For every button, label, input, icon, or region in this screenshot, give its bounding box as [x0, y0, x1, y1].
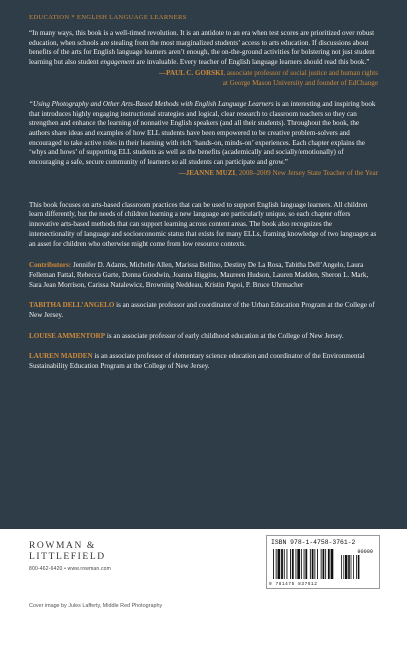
contributors-names: Jennifer D. Adams, Michelle Allen, Marissa Bellino, Destiny De La Rosa, Tabitha Dell’Angelo, Laura Felleman Fattal, Rebecca Garte, Donna Goodwin, Joanna Higgins, Maureen Hudson, Lauren Madden, Sheron L. Mark, Sara Jean Morrison, Carissa Natalewicz, Browning Neddeau, Kristin Papoi, P. Bruce Uhrmacher: [29, 261, 369, 289]
quote-1-part2: are invaluable. Every teacher of English language learners should read this book.”: [134, 57, 370, 66]
quote-2-body: is an interesting and inspiring book that introduces highly engaging instructional strategies and logical, clear research to classroom teachers so they can strengthen and enhance the learning of nonnative English speakers (and all their students). Throughout the book, the authors share ideas and examples of how ELL students have been empowered to be creative problem-solvers and encouraged to take active roles in their learning with rich ‘hands-on, minds-on’ experiences. Each chapter explains the ‘whys and hows’ of supporting ELL students as well as the benefits (academically and socially/emotionally) of encouraging a safe, secure community of learners so all students can participate and grow.”: [29, 100, 376, 166]
quote-2-book-title: “Using Photography and Other Arts-Based Methods with English Language Learners: [29, 100, 274, 109]
publisher-logo: [29, 541, 169, 572]
author-bio-2: [29, 332, 378, 342]
quote-1-author: —PAUL C. GORSKI: [159, 69, 224, 78]
praise-quote-1-text: [29, 29, 378, 67]
author-bio-2-text: is an associate professor of early childhood education at the College of New Jersey.: [105, 331, 344, 340]
category-label: EDUCATION * ENGLISH LANGUAGE LEARNERS: [29, 14, 187, 21]
publisher-name-line-1: ROWMAN &: [29, 541, 96, 551]
quote-1-role-1: , associate professor of social justice and human rights: [223, 69, 378, 78]
quote-2-role: , 2008–2009 New Jersey State Teacher of the Year: [235, 169, 378, 178]
quote-1-attribution: [29, 69, 378, 88]
cover-image-credit: Cover image by Jules Lafferty, Middle Red Photography: [29, 603, 163, 609]
contributors-label: Contributors:: [29, 261, 72, 270]
publisher-contact: 800-462-6420 • www.rowman.com: [29, 566, 112, 572]
praise-quote-1: [29, 29, 378, 88]
quote-2-author: —JEANNE MUZI: [178, 169, 236, 178]
quote-2-attribution: [29, 169, 378, 178]
praise-quote-2-text: [29, 100, 378, 167]
author-bio-2-name: LOUISE AMMENTORP: [29, 331, 106, 340]
book-description: This book focuses on arts-based classroom practices that can be used to support English language learners. All children learn differently, but the needs of children learning a new language are particularly unique, so each chapter offers innovative arts-based methods that can support learning across content areas. The book also recognizes the intersectionality of language and socioeconomic status that exists for many ELLs, framing knowledge of two languages as an asset for children who otherwise might come from low resource contexts.: [29, 200, 377, 248]
quote-1-emphasis: engagement: [100, 57, 135, 66]
quote-1-part1: “In many ways, this book is a well-timed revolution. It is an antidote to an era when test scores are prioritized over robust education, when schools are stealing from the most marginalized students’ access to arts education. If discussions about benefits of the arts for English language learners aren’t enough, the on-the-ground activities for bolstering not just student learning but also student: [29, 29, 375, 66]
author-bio-3: [29, 352, 378, 371]
contributors: [29, 261, 378, 290]
publisher-name-line-2: LITTLEFIELD: [29, 552, 106, 562]
barcode-digits: 9 781475 837612: [269, 582, 318, 587]
author-bio-1: [29, 301, 378, 320]
author-bio-3-text: is an associate professor of elementary science education and coordinator of the Environmental Sustainability Education Program at the College of New Jersey.: [29, 352, 365, 371]
author-bio-1-text: is an associate professor and coordinator of the Urban Education Program at the College of New Jersey.: [29, 301, 375, 320]
isbn-barcode: [266, 535, 380, 589]
isbn-number: ISBN 978-1-4758-3761-2: [271, 539, 356, 546]
praise-quote-2: [29, 100, 378, 179]
price-code: 90000: [357, 549, 373, 555]
author-bio-1-name: TABITHA DELL’ANGELO: [29, 301, 115, 310]
quote-1-role-2: at George Mason University and founder of EdChange: [222, 78, 378, 87]
author-bio-3-name: LAUREN MADDEN: [29, 352, 93, 361]
